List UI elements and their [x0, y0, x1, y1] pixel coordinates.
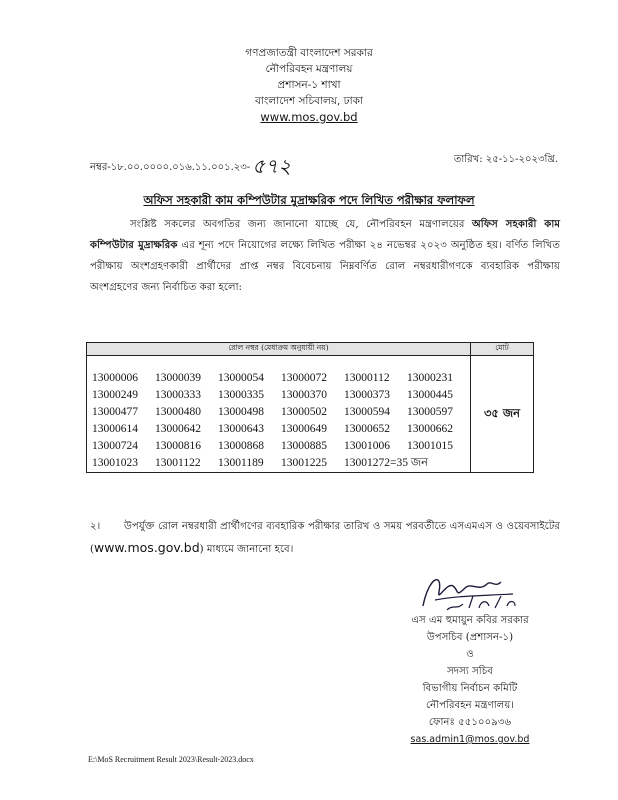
- secretariat-name: বাংলাদেশ সচিবালয়, ঢাকা: [254, 95, 364, 107]
- roll-number: 13000502: [281, 406, 327, 418]
- roll-row: [92, 387, 470, 404]
- ministry-name: নৌপরিবহন মন্ত্রণালয়: [265, 63, 353, 75]
- total-count: ৩৫ জন: [471, 356, 534, 473]
- roll-header: রোল নম্বর (মেধাক্রম অনুযায়ী নয়): [87, 343, 471, 356]
- signatory-designation: উপসচিব (প্রশাসন-১): [426, 632, 514, 643]
- roll-number: 13001006: [344, 440, 390, 452]
- roll-row: [92, 438, 470, 455]
- para2-number: ২।: [90, 521, 101, 532]
- roll-number: 13000597: [407, 406, 453, 418]
- roll-number: 13000868: [218, 440, 264, 452]
- roll-number: 13000072: [281, 372, 327, 384]
- file-path-footer: E:\MoS Recruitment Result 2023\Result-2023.docx: [88, 755, 254, 764]
- roll-number: 13000333: [155, 389, 201, 401]
- para2-text-b: ) মাধ্যমে জানানো হবে।: [199, 544, 294, 555]
- body-paragraph-1: [90, 214, 560, 298]
- roll-number: 13000643: [218, 423, 264, 435]
- signatory-ministry: নৌপরিবহন মন্ত্রণালয়।: [426, 700, 514, 711]
- roll-row: [92, 404, 470, 421]
- roll-row: [92, 455, 470, 472]
- roll-number: 13001189: [218, 457, 264, 469]
- memo-handwritten-number: ৫৭২: [252, 154, 292, 178]
- roll-numbers-cell: [87, 356, 471, 473]
- signatory-phone: ফোনঃ ৫৫১০০৯৩৬: [428, 717, 512, 728]
- roll-row: [92, 370, 470, 387]
- roll-number: 13000335: [218, 389, 264, 401]
- para1-text-b: এর শূন্য পদে নিয়োগের লক্ষ্যে লিখিত পরীক্ষা ২৪ নভেম্বর ২০২৩ অনুষ্ঠিত হয়। বর্ণিত লিখিত পরীক্ষায় অংশগ্রহণকারী প্রার্থীদের প্রাপ্ত নম্বর বিবেচনায় নিম্নবর্ণিত রোল নম্বরধারীগণকে ব্যবহারিক পরীক্ষায় অংশগ্রহণের জন্য নির্বাচিত করা হলো:: [90, 240, 560, 293]
- signatory-name: এস এম হুমায়ুন কবির সরকার: [411, 615, 529, 626]
- memo-number: [90, 152, 291, 185]
- roll-number: 13000112: [344, 372, 390, 384]
- roll-number: 13000642: [155, 423, 201, 435]
- roll-number: 13000054: [218, 372, 264, 384]
- memo-date: তারিখ: ২৫-১১-২০২৩খ্রি.: [453, 154, 558, 165]
- roll-number: 13000885: [281, 440, 327, 452]
- roll-number: 13001122: [155, 457, 201, 469]
- roll-number: 13000370: [281, 389, 327, 401]
- branch-name: প্রশাসন-১ শাখা: [277, 79, 341, 91]
- roll-number: 13001023: [92, 457, 138, 469]
- roll-number: 13001015: [407, 440, 453, 452]
- roll-number: 13001272=35 জন: [344, 457, 429, 469]
- roll-numbers-list: [87, 356, 470, 472]
- roll-number: 13000373: [344, 389, 390, 401]
- para2-text-a: উপর্যুক্ত রোল নম্বরধারী প্রার্থীগণের ব্যবহারিক পরীক্ষার তারিখ ও সময় পরবর্তীতে এসএমএস ও ওয়েবসাইটের (: [90, 521, 560, 555]
- roll-row: [92, 421, 470, 438]
- letterhead: [0, 45, 618, 125]
- para1-text-a: সংশ্লিষ্ট সকলের অবগতির জন্য জানানো যাচ্ছে যে, নৌপরিবহন মন্ত্রণালয়ের: [130, 219, 472, 230]
- roll-number: 13000724: [92, 440, 138, 452]
- roll-number: 13000249: [92, 389, 138, 401]
- roll-number: 13000477: [92, 406, 138, 418]
- roll-number: 13000006: [92, 372, 138, 384]
- signature-block: [390, 566, 550, 748]
- subject-heading: অফিস সহকারী কাম কম্পিউটার মুদ্রাক্ষরিক পদে লিখিত পরীক্ষার ফলাফল: [143, 193, 475, 207]
- total-header: মোট: [471, 343, 534, 356]
- signatory-role: সদস্য সচিব: [447, 666, 493, 677]
- roll-number: 13000816: [155, 440, 201, 452]
- roll-number: 13000039: [155, 372, 201, 384]
- roll-number: 13000445: [407, 389, 453, 401]
- signatory-conjunction: ও: [466, 649, 474, 660]
- roll-number: 13000614: [92, 423, 138, 435]
- handwritten-signature: [395, 566, 545, 612]
- signatory-email[interactable]: sas.admin1@mos.gov.bd: [410, 734, 530, 745]
- roll-number: 13000649: [281, 423, 327, 435]
- roll-number: 13000480: [155, 406, 201, 418]
- roll-number: 13000652: [344, 423, 390, 435]
- signatory-committee: বিভাগীয় নির্বাচন কমিটি: [422, 683, 518, 694]
- roll-number: 13000662: [407, 423, 453, 435]
- body-paragraph-2: [90, 516, 560, 560]
- roll-number: 13000231: [407, 372, 453, 384]
- para2-website-link[interactable]: www.mos.gov.bd: [93, 540, 200, 555]
- memo-number-text: নম্বর-১৮.০০.০০০০.০১৬.১১.০০১.২৩-: [90, 162, 251, 173]
- roll-number: 13001225: [281, 457, 327, 469]
- govt-name: গণপ্রজাতন্ত্রী বাংলাদেশ সরকার: [245, 47, 373, 59]
- result-table: [86, 342, 534, 473]
- post-name-bold: অফিস সহকারী কাম কম্পিউটার মুদ্রাক্ষরিক: [90, 218, 560, 251]
- roll-number: 13000594: [344, 406, 390, 418]
- website-link[interactable]: www.mos.gov.bd: [260, 110, 358, 124]
- roll-number: 13000498: [218, 406, 264, 418]
